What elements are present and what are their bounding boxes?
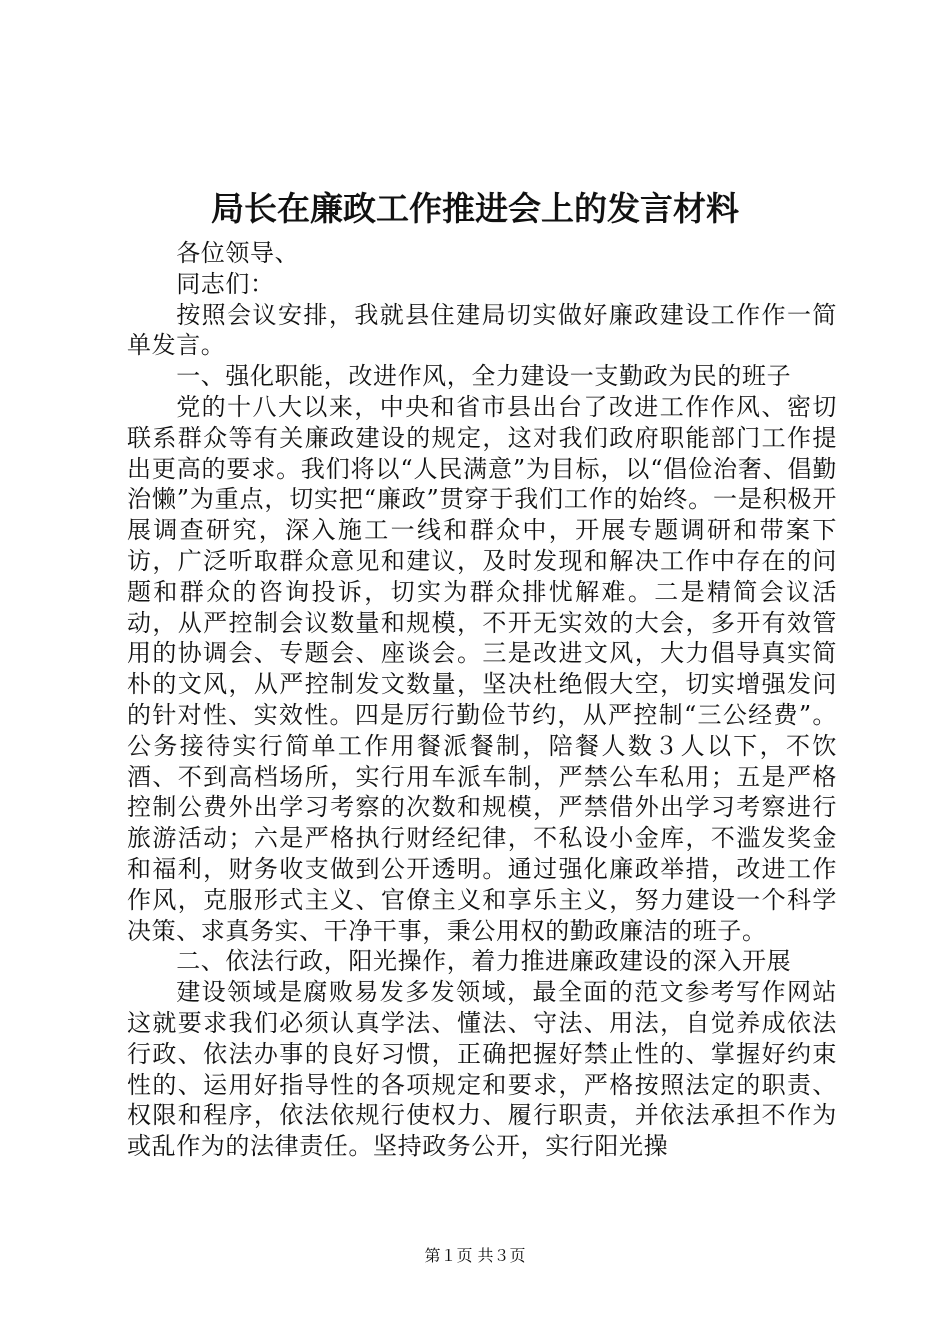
document-title: 局长在廉政工作推进会上的发言材料 (211, 189, 739, 228)
salutation-leaders: 各位领导、 (176, 239, 300, 267)
section-1-paragraph: 党的十八大以来，中央和省市县出台了改进工作作风、密切联系群众等有关廉政建设的规定，这对我们政府职能部门工作提出更高的要求。我们将以“人民满意”为目标，以“倡俭治奢、倡勤治懒”为重点，切实把“廉政”贯穿于我们工作的始终。一是积极开展调查研究，深入施工一线和群众中，开展专题调研和带案下访，广泛听取群众意见和建议，及时发现和解决工作中存在的问题和群众的咨询投诉，切实为群众排忧解难。二是精简会议活动，从严控制会议数量和规模，不开无实效的大会，多开有效管用的协调会、专题会、座谈会。三是改进文风，大力倡导真实简朴的文风，从严控制发文数量，坚决杜绝假大空，切实增强发问的针对性、实效性。四是厉行勤俭节约，从严控制“三公经费”。公务接待实行简单工作用餐派餐制，陪餐人数３人以下，不饮酒、不到高档场所，实行用车派车制，严禁公车私用；五是严格控制公费外出学习考察的次数和规模，严禁借外出学习考察进行旅游活动；六是严格执行财经纪律，不私设小金库，不滥发奖金和福利，财务收支做到公开透明。通过强化廉政举措，改进工作作风，克服形式主义、官僚主义和享乐主义，努力建设一个科学决策、求真务实、干净干事，秉公用权的勤政廉洁的班子。 (127, 392, 837, 945)
intro-paragraph: 按照会议安排，我就县住建局切实做好廉政建设工作作一简单发言。 (127, 300, 837, 360)
document-body (127, 238, 837, 1162)
section-heading-1: 一、强化职能，改进作风，全力建设一支勤政为民的班子 (176, 362, 792, 391)
section-heading-2: 二、依法行政，阳光操作，着力推进廉政建设的深入开展 (176, 947, 792, 976)
salutation-comrades: 同志们： (176, 269, 275, 298)
page-number-footer: 第１页 共３页 (424, 1246, 526, 1265)
section-2-paragraph: 建设领域是腐败易发多发领域，最全面的范文参考写作网站这就要求我们必须认真学法、懂法、守法、用法，自觉养成依法行政、依法办事的良好习惯，正确把握好禁止性的、掌握好约束性的、运用好指导性的各项规定和要求，严格按照法定的职责、权限和程序，依法依规行使权力、履行职责，并依法承担不作为或乱作为的法律责任。坚持政务公开，实行阳光操 (127, 978, 837, 1161)
